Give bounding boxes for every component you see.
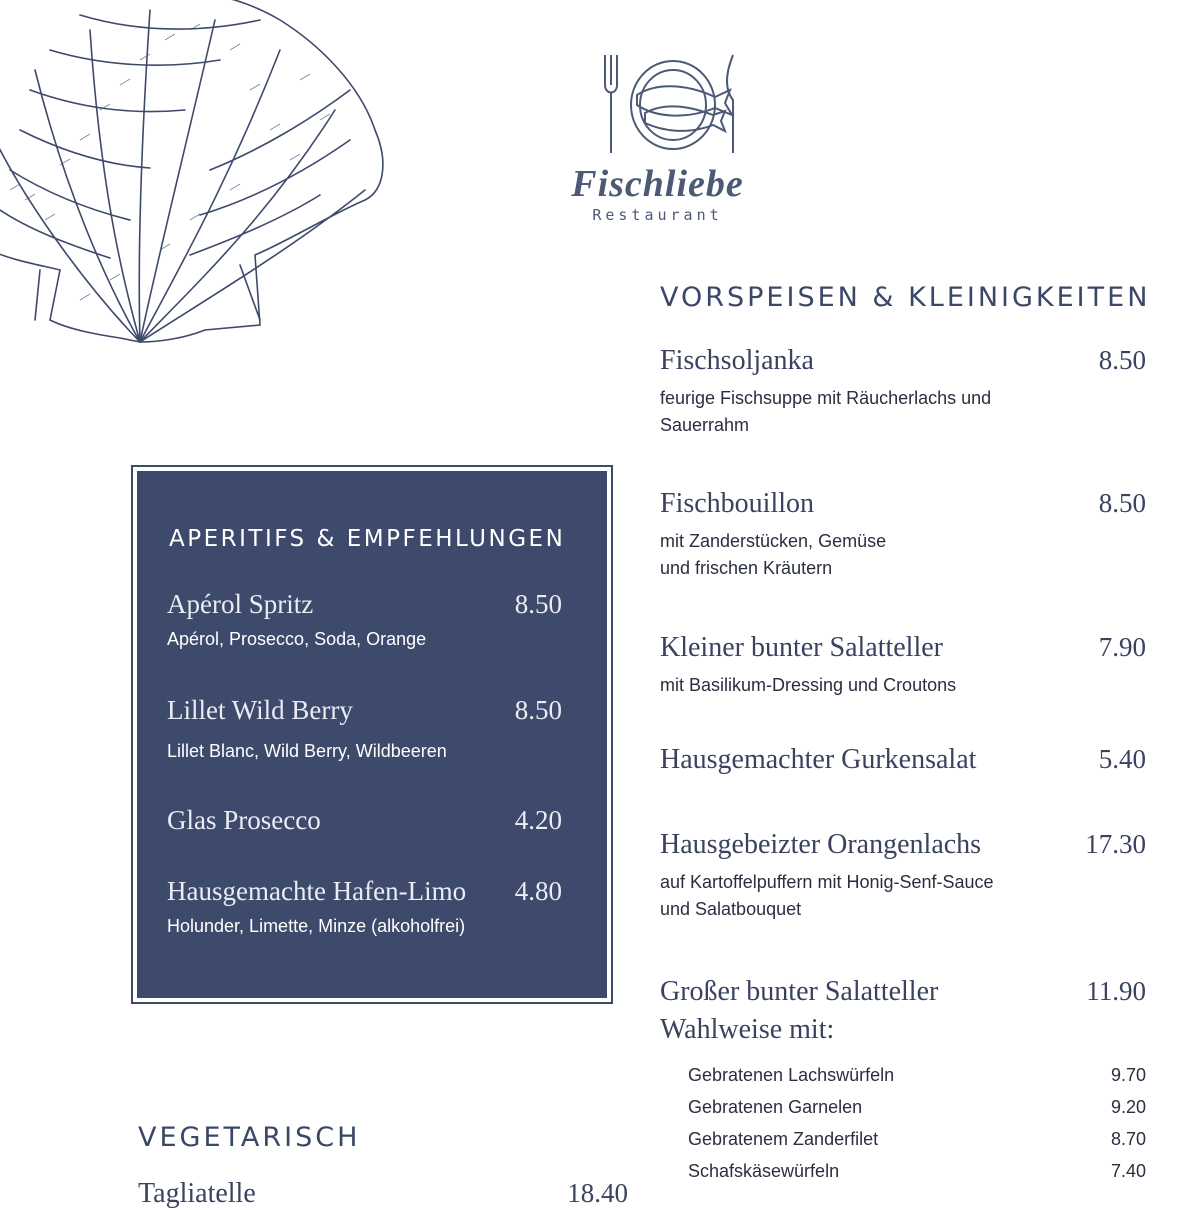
menu-item: [138, 1178, 628, 1210]
option-row: [688, 1129, 1146, 1161]
item-name: Hausgebeizter Orangenlachs: [660, 829, 982, 860]
item-price: 4.20: [514, 805, 562, 835]
item-description: Lillet Blanc, Wild Berry, Wildbeeren: [167, 741, 447, 761]
item-price: 8.50: [1098, 345, 1146, 375]
menu-item: [660, 632, 1146, 699]
aperitif-item: [167, 695, 562, 765]
item-name: Hausgemachter Gurkensalat: [660, 744, 977, 775]
aperitifs-title: APERITIFS & EMPFEHLUNGEN: [169, 526, 566, 552]
item-description: auf Kartoffelpuffern mit Honig-Senf-Sauce und Salatbouquet: [660, 872, 994, 919]
option-row: [688, 1097, 1146, 1129]
brand-subtitle: Restaurant: [592, 206, 723, 224]
item-description: Apérol, Prosecco, Soda, Orange: [167, 629, 427, 649]
option-name: Gebratenen Lachswürfeln: [688, 1065, 895, 1085]
menu-item: [660, 345, 1146, 439]
choice-label: Wahlweise mit:: [660, 1014, 835, 1045]
option-price: 7.40: [1110, 1161, 1146, 1181]
option-price: 9.70: [1110, 1065, 1146, 1085]
menu-item: [660, 488, 1146, 582]
restaurant-logo: [555, 45, 760, 245]
option-name: Gebratenem Zanderfilet: [688, 1129, 879, 1149]
item-name: Tagliatelle: [138, 1178, 256, 1209]
item-name: Fischbouillon: [660, 488, 815, 519]
item-name: Großer bunter Salatteller: [660, 976, 939, 1007]
item-price: 7.90: [1098, 632, 1146, 662]
aperitifs-box-background: [137, 471, 607, 998]
starters-title: VORSPEISEN & KLEINIGKEITEN: [660, 282, 1151, 313]
menu-item: [660, 744, 1146, 776]
item-description: Holunder, Limette, Minze (alkoholfrei): [167, 916, 466, 936]
option-price: 8.70: [1110, 1129, 1146, 1149]
fork-plate-fish-knife-icon: [575, 45, 740, 160]
item-price: 18.40: [567, 1178, 628, 1208]
vegetarian-title: VEGETARISCH: [138, 1122, 361, 1153]
scallop-shell-illustration: [0, 0, 395, 350]
item-price: 17.30: [1085, 829, 1146, 859]
option-name: Schafskäsewürfeln: [688, 1161, 840, 1181]
item-name: Apérol Spritz: [167, 589, 314, 619]
item-price: 8.50: [514, 589, 562, 619]
menu-item: [660, 976, 1146, 1046]
aperitif-item: [167, 876, 562, 940]
aperitif-item: [167, 805, 562, 836]
item-name: Fischsoljanka: [660, 345, 814, 376]
option-price: 9.20: [1110, 1097, 1146, 1117]
item-name: Lillet Wild Berry: [167, 695, 353, 725]
aperitifs-box: [131, 465, 613, 1004]
option-row: [688, 1065, 1146, 1097]
option-name: Gebratenen Garnelen: [688, 1097, 863, 1117]
item-price: 8.50: [1098, 488, 1146, 518]
item-name: Kleiner bunter Salatteller: [660, 632, 943, 663]
item-description: mit Zanderstücken, Gemüse und frischen Kräutern: [660, 531, 887, 578]
brand-name: Fischliebe: [571, 163, 744, 205]
item-description: feurige Fischsuppe mit Räucherlachs und Sauerrahm: [660, 388, 992, 435]
option-row: [688, 1161, 1146, 1193]
item-name: Glas Prosecco: [167, 805, 321, 835]
item-price: 11.90: [1086, 976, 1146, 1006]
item-price: 5.40: [1098, 744, 1146, 774]
aperitif-item: [167, 589, 562, 653]
item-description: mit Basilikum-Dressing und Croutons: [660, 675, 957, 695]
menu-item: [660, 829, 1146, 923]
item-price: 4.80: [514, 876, 562, 906]
item-price: 8.50: [514, 695, 562, 725]
item-name: Hausgemachte Hafen-Limo: [167, 876, 467, 906]
option-list: [688, 1065, 1146, 1193]
